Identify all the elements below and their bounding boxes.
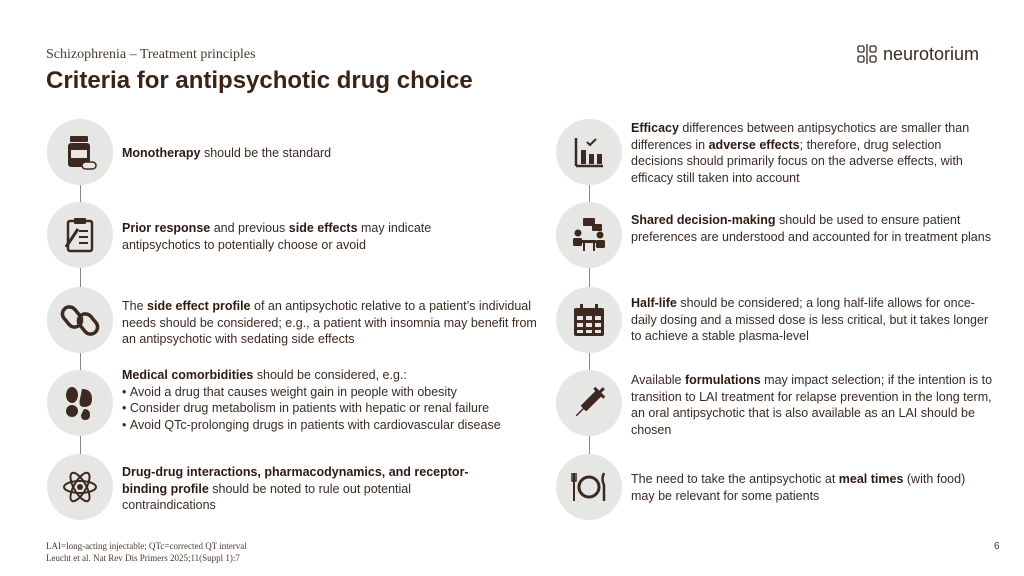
criterion-efficacy-text: [631, 120, 991, 186]
criterion-shared-decision-text: [631, 212, 991, 245]
calendar-icon: [569, 300, 609, 340]
syringe-icon: [569, 383, 609, 423]
chain-link-icon: [60, 300, 100, 340]
criterion-sentence: Drug-drug interactions, pharmacodynamics, and receptor-binding profile should be noted to rule out potential contraindications: [122, 465, 469, 512]
criterion-comorbidities-icon-circle: [47, 370, 113, 436]
footnote: [46, 540, 247, 564]
emphasis-text: Prior response: [122, 221, 211, 235]
bullet-list: [122, 384, 542, 434]
criterion-monotherapy-text: [122, 145, 532, 162]
meeting-icon: [569, 215, 609, 255]
bullet-item: • Avoid QTc-prolonging drugs in patients with cardiovascular disease: [122, 417, 542, 434]
emphasis-text: adverse effects: [708, 137, 800, 152]
emphasis-text: Monotherapy: [122, 146, 201, 160]
criterion-sentence: The need to take the antipsychotic at meal times (with food) may be relevant for some patients: [631, 472, 966, 503]
bullet-item: • Avoid a drug that causes weight gain in people with obesity: [122, 384, 542, 401]
criterion-prior-response-icon-circle: [47, 202, 113, 268]
logo: [856, 43, 979, 65]
criterion-sentence: Shared decision-making should be used to ensure patient preferences are understood and accounted for in treatment plans: [631, 213, 991, 244]
criterion-sentence: Half-life should be considered; a long half-life allows for once-daily dosing and a missed dose is less critical, but it takes longer to achieve a stable plasma-level: [631, 296, 989, 343]
emphasis-text: meal times: [838, 472, 904, 486]
abbreviations: LAI=long-acting injectable; QTc=corrected QT interval: [46, 541, 247, 551]
criterion-interactions-text: [122, 464, 482, 514]
criterion-shared-decision-icon-circle: [556, 202, 622, 268]
emphasis-text: side effects: [288, 221, 358, 235]
criterion-half-life-text: [631, 295, 991, 345]
criterion-sentence: The side effect profile of an antipsychotic relative to a patient’s individual needs should be considered; e.g., a patient with insomnia may benefit from an antipsychotic with sedating side effects: [122, 299, 537, 346]
emphasis-text: Shared decision-making: [631, 213, 776, 227]
page-title: Criteria for antipsychotic drug choice: [46, 67, 473, 94]
criterion-formulations-icon-circle: [556, 370, 622, 436]
criterion-meal-times-icon-circle: [556, 454, 622, 520]
criterion-comorbidities-text: [122, 367, 542, 433]
criterion-sentence: Available formulations may impact selection; if the intention is to transition to LAI treatment for relapse prevention in the long term, an oral antipsychotic that is also available as an LAI should be chosen: [631, 373, 993, 437]
criterion-monotherapy-icon-circle: [47, 119, 113, 185]
brain-logo-icon: [856, 43, 878, 65]
criterion-formulations-text: [631, 372, 1006, 438]
atom-icon: [60, 467, 100, 507]
page-number: 6: [994, 541, 1000, 552]
criterion-sentence: Monotherapy should be the standard: [122, 146, 332, 160]
bar-chart-icon: [569, 132, 609, 172]
emphasis-text: formulations: [684, 373, 761, 387]
criterion-sentence: Medical comorbidities should be considered, e.g.:: [122, 368, 407, 382]
criterion-half-life-icon-circle: [556, 287, 622, 353]
pill-bottle-icon: [60, 132, 100, 172]
emphasis-text: Half-life: [631, 296, 677, 310]
logo-text: neurotorium: [883, 43, 980, 64]
plate-cutlery-icon: [569, 467, 609, 507]
reference: Leucht et al. Nat Rev Dis Primers 2025;11(Suppl 1):7: [46, 553, 240, 563]
organs-icon: [60, 383, 100, 423]
criterion-efficacy-icon-circle: [556, 119, 622, 185]
emphasis-text: side effect profile: [147, 299, 251, 313]
criterion-sentence: Efficacy differences between antipsychotics are smaller than differences in adverse effects; therefore, drug selection decisions should primarily focus on the adverse effects, with efficacy still taken into account: [631, 121, 970, 185]
criterion-meal-times-text: [631, 471, 991, 504]
emphasis-text: Efficacy: [631, 121, 679, 135]
emphasis-text: Drug-drug interactions, pharmacodynamics, and receptor-binding profile: [122, 465, 469, 496]
emphasis-text: Medical comorbidities: [122, 368, 254, 382]
slide-subtitle: Schizophrenia – Treatment principles: [46, 47, 256, 62]
criterion-sentence: Prior response and previous side effects may indicate antipsychotics to potentially choose or avoid: [122, 221, 432, 252]
bullet-item: • Consider drug metabolism in patients with hepatic or renal failure: [122, 400, 542, 417]
criterion-side-effect-icon-circle: [47, 287, 113, 353]
clipboard-icon: [60, 215, 100, 255]
criterion-interactions-icon-circle: [47, 454, 113, 520]
criterion-side-effect-text: [122, 298, 542, 348]
criterion-prior-response-text: [122, 220, 472, 253]
